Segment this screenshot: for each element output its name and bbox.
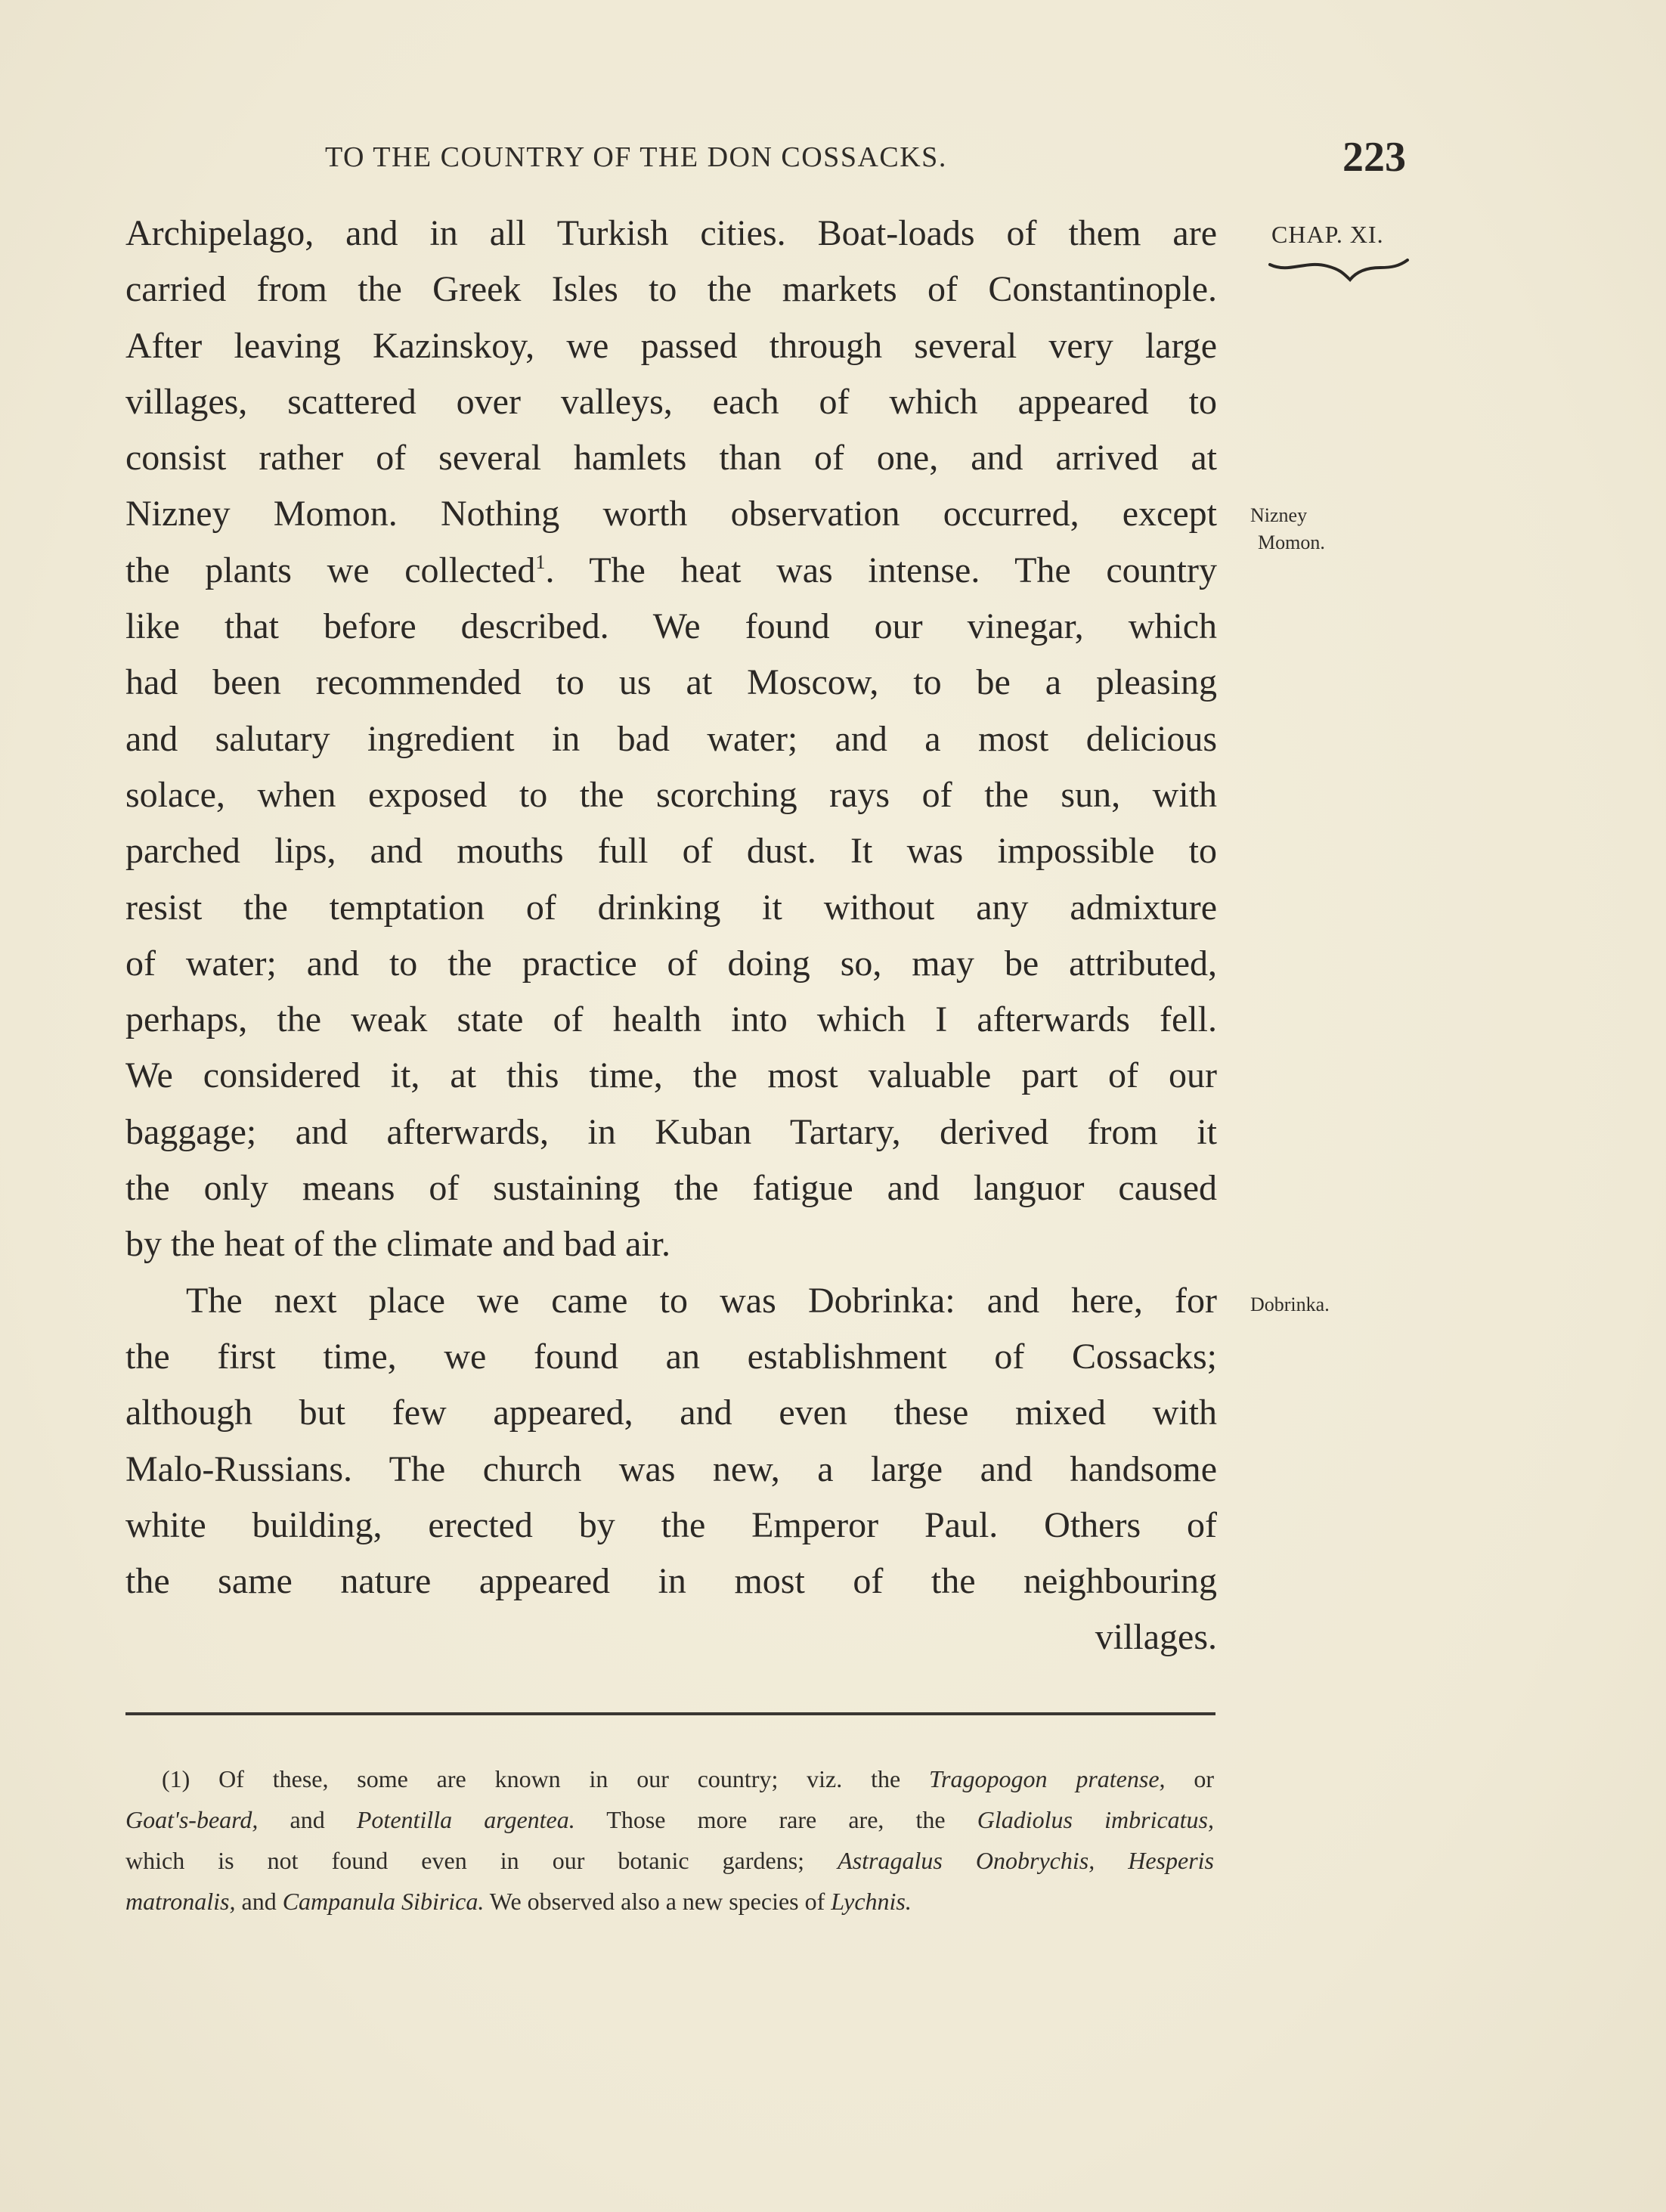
italic-segment: Tragopogon pratense,	[929, 1765, 1166, 1792]
italic-segment: Lychnis.	[831, 1888, 912, 1915]
running-head: TO THE COUNTRY OF THE DON COSSACKS.	[325, 141, 947, 173]
flourish-ornament	[1267, 257, 1411, 295]
footnote-line	[125, 1840, 1214, 1881]
footnote-line	[125, 1799, 1214, 1840]
italic-segment: Astragalus Onobrychis, Hesperis	[838, 1847, 1215, 1874]
text-line: After leaving Kazinskoy, we passed through several very large	[125, 325, 1217, 366]
footnote-rule	[125, 1712, 1215, 1715]
text-line: parched lips, and mouths full of dust. It was impossible to	[125, 831, 1217, 872]
body-text	[125, 206, 1217, 1666]
text-line: the first time, we found an establishment of Cossacks;	[125, 1336, 1217, 1377]
italic-segment: Potentilla argentea.	[356, 1806, 575, 1833]
text-segment: (1) Of these, some are known in our country; viz. the	[162, 1765, 930, 1792]
text-line: perhaps, the weak state of health into which I afterwards fell.	[125, 999, 1217, 1040]
footnote	[125, 1758, 1214, 1922]
text-line: Nizney Momon. Nothing worth observation occurred, except	[125, 494, 1217, 534]
text-line: and salutary ingredient in bad water; and a most delicious	[125, 718, 1217, 759]
page-number: 223	[1342, 134, 1406, 181]
footnote-line	[125, 1881, 1214, 1922]
text-line: baggage; and afterwards, in Kuban Tartary, derived from it	[125, 1111, 1217, 1152]
text-line: like that before described. We found our vinegar, which	[125, 606, 1217, 647]
text-line: of water; and to the practice of doing so, may be attributed,	[125, 943, 1217, 984]
text-segment: We observed also a new species of	[484, 1888, 831, 1915]
italic-segment: Goat's-beard,	[125, 1806, 259, 1833]
margin-note-line: Momon.	[1258, 531, 1325, 553]
text-line: white building, erected by the Emperor Paul. Others of	[125, 1504, 1217, 1545]
text-segment: and	[258, 1806, 357, 1833]
text-segment: the plants we collected	[125, 550, 536, 590]
text-segment: Those more rare are, the	[574, 1806, 977, 1833]
italic-segment: Campanula Sibirica.	[282, 1888, 485, 1915]
footnote-line	[125, 1758, 1214, 1799]
text-segment: or	[1165, 1765, 1215, 1792]
margin-note-nizney-momon	[1250, 502, 1325, 556]
text-line: consist rather of several hamlets than of one, and arrived at	[125, 438, 1217, 479]
margin-note-dobrinka: Dobrinka.	[1250, 1293, 1330, 1315]
text-line: by the heat of the climate and bad air.	[125, 1224, 671, 1265]
text-line: solace, when exposed to the scorching rays of the sun, with	[125, 774, 1217, 815]
margin-note-line: Nizney	[1250, 504, 1308, 526]
italic-segment: matronalis,	[125, 1888, 236, 1915]
text-line: although but few appeared, and even these mixed with	[125, 1393, 1217, 1433]
italic-segment: Gladiolus imbricatus,	[977, 1806, 1215, 1833]
chapter-label: CHAP. XI.	[1271, 221, 1384, 248]
footnote-reference: 1	[535, 550, 546, 573]
text-line: Malo-Russians. The church was new, a large and handsome	[125, 1448, 1217, 1489]
text-line: resist the temptation of drinking it without any admixture	[125, 887, 1217, 928]
text-line: We considered it, at this time, the most valuable part of our	[125, 1055, 1217, 1096]
text-line: the only means of sustaining the fatigue and languor caused	[125, 1168, 1217, 1209]
text-segment: which is not found even in our botanic gardens;	[125, 1847, 838, 1874]
text-line: The next place we came to was Dobrinka: and here, for	[186, 1280, 1217, 1321]
catchword: villages.	[1095, 1617, 1217, 1658]
text-line: the same nature appeared in most of the neighbouring	[125, 1561, 1217, 1602]
text-line-with-note	[125, 543, 1217, 599]
text-line: carried from the Greek Isles to the markets of Constantinople.	[125, 269, 1217, 310]
text-line: villages, scattered over valleys, each of which appeared to	[125, 381, 1217, 422]
text-line: Archipelago, and in all Turkish cities. Boat-loads of them are	[125, 213, 1217, 253]
text-segment: and	[235, 1888, 283, 1915]
text-segment: . The heat was intense. The country	[545, 550, 1217, 590]
text-line: had been recommended to us at Moscow, to be a pleasing	[125, 662, 1217, 703]
